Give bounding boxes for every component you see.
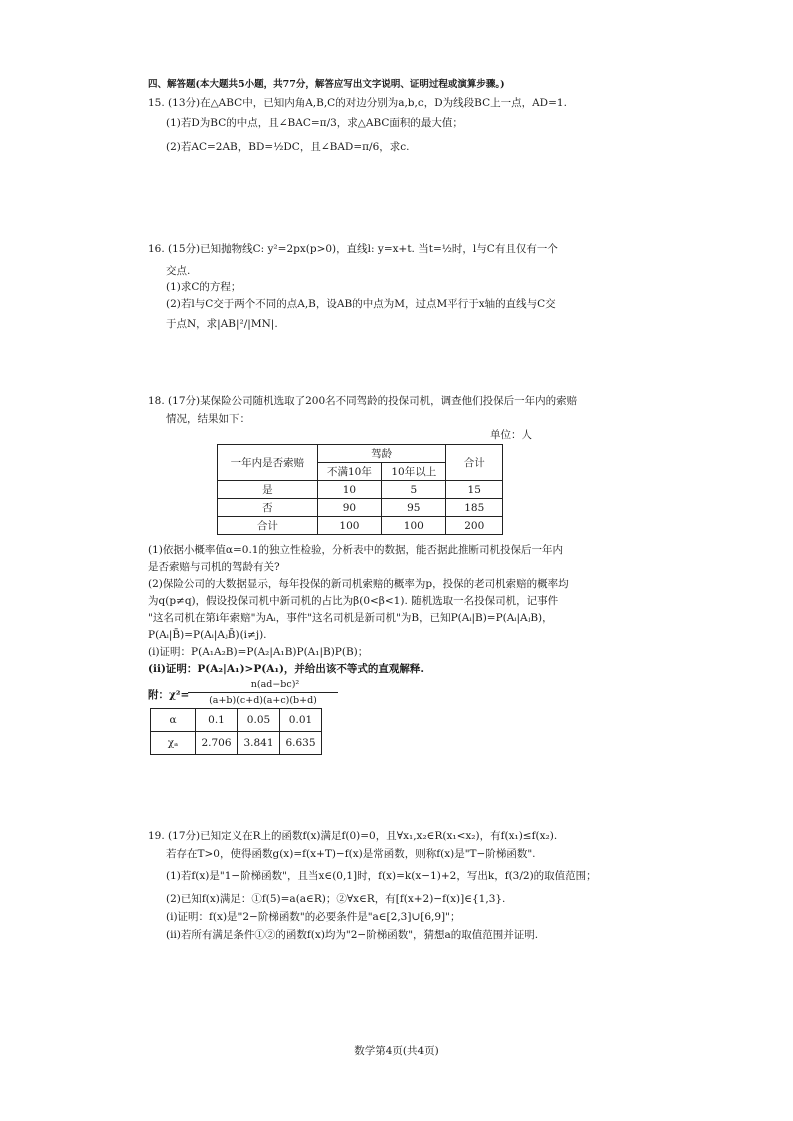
section-header: 四、解答题(本大题共5小题，共77分，解答应写出文字说明、证明过程或演算步骤。): [148, 79, 505, 90]
q16-line2: 交点.: [166, 265, 191, 277]
table-cell: 0.1: [196, 709, 238, 732]
table-cell: 6.635: [280, 732, 322, 755]
table-cell: 90: [317, 499, 381, 517]
table-cell: 否: [218, 499, 318, 517]
header-age: 驾龄: [317, 445, 446, 463]
header-gt10: 10年以上: [382, 463, 446, 481]
q15-line1: 15. (13分)在△ABC中，已知内角A,B,C的对边分别为a,b,c，D为线段BC上一点，AD=1.: [148, 97, 567, 109]
q18-part2b: 为q(p≠q)，假设投保司机中新司机的占比为β(0<β<1). 随机选取一名投保司机，记事件: [148, 595, 559, 607]
q18-line2: 情况，结果如下：: [166, 413, 250, 425]
q18-part1b: 是否索赔与司机的驾龄有关?: [148, 561, 280, 573]
table-row: [151, 732, 322, 755]
table-row: [151, 709, 322, 732]
q18-part1a: (1)依据小概率值α=0.1的独立性检验，分析表中的数据，能否据此推断司机投保后一年内: [148, 544, 563, 556]
q18-part2e: (ⅰ)证明：P(A₁A₂B)=P(A₂|A₁B)P(A₁|B)P(B)；: [148, 646, 369, 658]
formula-prefix: 附：χ²=: [148, 689, 190, 701]
table-cell: 15: [446, 481, 503, 499]
table-cell: 2.706: [196, 732, 238, 755]
table-cell: 200: [446, 517, 503, 535]
q19-line1: 19. (17分)已知定义在R上的函数f(x)满足f(0)=0，且∀x₁,x₂∈R(x₁<x₂)，有f(x₁)≤f(x₂).: [148, 830, 558, 842]
formula-numerator: n(ad−bc)²: [250, 679, 300, 690]
q18-part2a: (2)保险公司的大数据显示，每年投保的新司机索赔的概率为p，投保的老司机索赔的概率均: [148, 578, 569, 590]
q19-part2-i: (ⅰ)证明：f(x)是"2−阶梯函数"的必要条件是"a∈[2,3]∪[6,9]"；: [166, 911, 461, 923]
q15-part1: (1)若D为BC的中点，且∠BAC=π/3，求△ABC面积的最大值；: [166, 117, 463, 129]
q18-line1: 18. (17分)某保险公司随机选取了200名不同驾龄的投保司机，调查他们投保后一年内的索赔: [148, 395, 578, 407]
unit-label: 单位：人: [490, 429, 532, 441]
table-row: [218, 517, 503, 535]
q19-part2: (2)已知f(x)满足：①f(5)=a(a∈R)；②∀x∈R，有[f(x+2)−f(x)]∈{1,3}.: [166, 893, 506, 905]
header-lt10: 不满10年: [317, 463, 381, 481]
q19-part1: (1)若f(x)是"1−阶梯函数"，且当x∈(0,1]时，f(x)=k(x−1)+2，写出k，f(3/2)的取值范围；: [166, 870, 597, 882]
q18-part2d: P(Aᵢ|B̄)=P(Aᵢ|AⱼB̄)(i≠j).: [148, 629, 267, 641]
page-footer: 数学第4页(共4页): [354, 1045, 439, 1057]
q18-part2c: "这名司机在第i年索赔"为Aᵢ，事件"这名司机是新司机"为B，已知P(Aᵢ|B)=P(Aᵢ|AⱼB)，: [148, 612, 553, 624]
formula-denominator: (a+b)(c+d)(a+c)(b+d): [209, 695, 317, 706]
table-cell: 3.841: [238, 732, 280, 755]
table-cell: 0.01: [280, 709, 322, 732]
table-cell: 185: [446, 499, 503, 517]
table-cell: 0.05: [238, 709, 280, 732]
ref-chi-header: χₐ: [151, 732, 196, 755]
q18-part2f: (ⅱ)证明：P(A₂|A₁)>P(A₁)，并给出该不等式的直观解释.: [148, 663, 425, 675]
chi-square-table: [150, 708, 322, 755]
ref-alpha-header: α: [151, 709, 196, 732]
table-cell: 100: [317, 517, 381, 535]
header-claim: 一年内是否索赔: [218, 445, 318, 481]
fraction-bar: [188, 692, 338, 693]
claims-table: [217, 444, 503, 535]
q19-part2-ii: (ⅱ)若所有满足条件①②的函数f(x)均为"2−阶梯函数"，猜想a的取值范围并证明.: [166, 929, 539, 941]
q16-part1: (1)求C的方程；: [166, 281, 242, 293]
header-total: 合计: [446, 445, 503, 481]
q19-line2: 若存在T>0，使得函数g(x)=f(x+T)−f(x)是常函数，则称f(x)是"T−阶梯函数".: [166, 848, 536, 860]
table-cell: 是: [218, 481, 318, 499]
table-row: [218, 499, 503, 517]
q16-part2: (2)若l与C交于两个不同的点A,B，设AB的中点为M，过点M平行于x轴的直线与C交: [166, 298, 556, 310]
table-cell: 合计: [218, 517, 318, 535]
table-cell: 10: [317, 481, 381, 499]
table-cell: 100: [382, 517, 446, 535]
q15-part2: (2)若AC=2AB，BD=½DC，且∠BAD=π/6，求c.: [166, 141, 410, 153]
table-row: [218, 481, 503, 499]
table-cell: 95: [382, 499, 446, 517]
table-cell: 5: [382, 481, 446, 499]
q16-line1: 16. (15分)已知抛物线C: y²=2px(p>0)，直线l: y=x+t. 当t=½时，l与C有且仅有一个: [148, 243, 558, 255]
q16-part2-cont: 于点N，求|AB|²/|MN|.: [166, 318, 278, 330]
